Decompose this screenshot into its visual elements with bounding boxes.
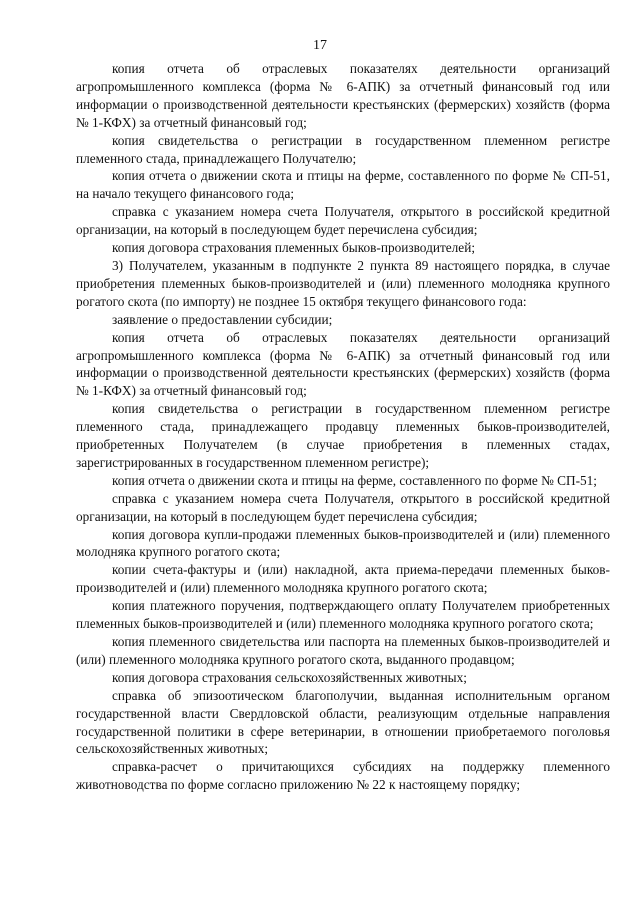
paragraph: 3) Получателем, указанным в подпункте 2 пункта 89 настоящего порядка, в случае приобретения племенных быков-производителей и (или) племенного молодняка крупного рогатого скота (по импорту) не позднее 15 октября текущего финансового года: xyxy=(76,257,610,309)
paragraph: справка-расчет о причитающихся субсидиях на поддержку племенного животноводства по форме согласно приложению № 22 к настоящему порядку; xyxy=(76,759,610,793)
paragraph: копии счета-фактуры и (или) накладной, акта приема-передачи племенных быков-производителей и (или) племенного молодняка крупного рогатого скота; xyxy=(76,562,610,596)
paragraph: копия отчета об отраслевых показателях деятельности организаций агропромышленного комплекса (форма № 6-АПК) за отчетный финансовый год или информации о производственной деятельности крестьянских (фермерских) хозяйств (форма № 1-КФХ) за отчетный финансовый год; xyxy=(76,61,610,130)
paragraph: копия отчета о движении скота и птицы на ферме, составленного по форме № СП-51; xyxy=(112,472,597,488)
paragraph: копия договора страхования сельскохозяйственных животных; xyxy=(112,669,467,685)
paragraph: справка с указанием номера счета Получателя, открытого в российской кредитной организации, на который в последующем будет перечислена субсидия; xyxy=(76,490,610,524)
paragraph: копия племенного свидетельства или паспорта на племенных быков-производителей и (или) племенного молодняка крупного рогатого скота, выданного продавцом; xyxy=(76,634,610,667)
paragraph: копия отчета о движении скота и птицы на ферме, составленного по форме № СП-51, на начало текущего финансового года; xyxy=(76,168,610,202)
paragraph: копия свидетельства о регистрации в государственном племенном регистре племенного стада, принадлежащего Получателю; xyxy=(76,132,610,166)
paragraph: заявление о предоставлении субсидии; xyxy=(112,311,333,327)
paragraph: справка с указанием номера счета Получателя, открытого в российской кредитной организации, на который в последующем будет перечислена субсидия; xyxy=(76,204,610,238)
paragraph: копия договора купли-продажи племенных быков-производителей и (или) племенного молодняка крупного рогатого скота; xyxy=(76,526,610,560)
paragraph: копия отчета об отраслевых показателях деятельности организаций агропромышленного комплекса (форма № 6-АПК) за отчетный финансовый год или информации о производственной деятельности крестьянских (фермерских) хозяйств (форма № 1-КФХ) за отчетный финансовый год; xyxy=(76,329,610,399)
document-body xyxy=(76,60,610,794)
paragraph: копия платежного поручения, подтверждающего оплату Получателем приобретенных племенных быков-производителей и (или) племенного молодняка крупного рогатого скота; xyxy=(76,598,610,632)
paragraph: справка об эпизоотическом благополучии, выданная исполнительным органом государственной власти Свердловской области, реализующим отдельные направления государственной политики в сфере ветеринарии, в отношении приобретаемого поголовья сельскохозяйственных животных; xyxy=(76,687,610,757)
paragraph: копия договора страхования племенных быков-производителей; xyxy=(112,240,476,256)
paragraph: копия свидетельства о регистрации в государственном племенном регистре племенного стада, принадлежащего продавцу племенных быков-производителей, приобретенных Получателем (в случае приобретения в племенных стадах, зарегистрированных в государственном племенном регистре); xyxy=(76,401,610,470)
page-number: 17 xyxy=(313,38,327,53)
